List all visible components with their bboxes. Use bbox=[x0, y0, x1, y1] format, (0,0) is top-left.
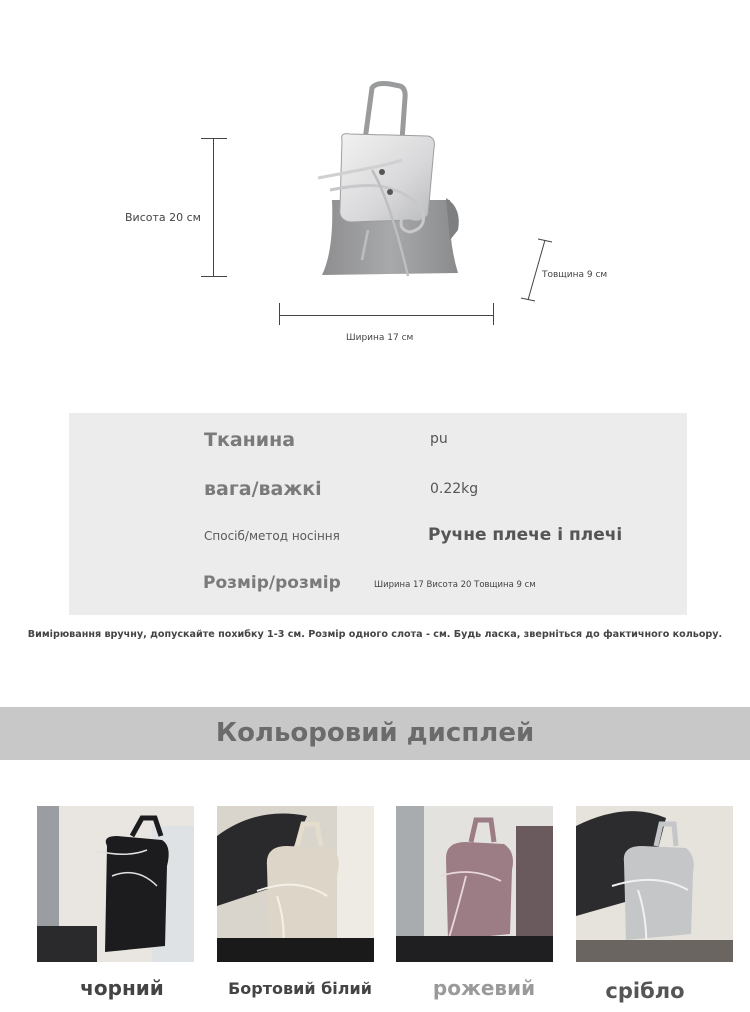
black-backpack-photo bbox=[37, 806, 194, 962]
spec-table bbox=[69, 413, 687, 615]
measurement-note: Вимірювання вручну, допускайте похибку 1-3 см. Розмір одного слота - см. Будь ласка, зверніться до фактичного кольору. bbox=[27, 629, 723, 640]
spec-key-weight: вага/важкі bbox=[204, 478, 322, 500]
spec-key-size: Розмір/розмір bbox=[203, 573, 341, 593]
color-thumb-black[interactable] bbox=[37, 806, 194, 962]
backpack-illustration bbox=[310, 80, 475, 280]
color-caption-black: чорний bbox=[80, 976, 164, 1000]
width-measure-cap-right bbox=[493, 303, 494, 325]
height-measure-cap-bottom bbox=[201, 276, 227, 277]
width-measure-line bbox=[279, 315, 494, 316]
spec-value-size: Ширина 17 Висота 20 Товщина 9 см bbox=[374, 580, 536, 590]
spec-key-fabric: Тканина bbox=[204, 429, 296, 451]
spec-value-carry-method: Ручне плече і плечі bbox=[428, 525, 623, 545]
spec-value-fabric: pu bbox=[430, 431, 448, 447]
color-thumb-white[interactable] bbox=[217, 806, 374, 962]
spec-value-weight: 0.22kg bbox=[430, 481, 479, 497]
spec-key-carry-method: Спосіб/метод носіння bbox=[204, 529, 340, 543]
width-measure-cap-left bbox=[279, 303, 280, 325]
color-caption-white: Бортовий білий bbox=[228, 979, 372, 998]
height-label: Висота 20 см bbox=[125, 211, 201, 224]
color-thumb-pink[interactable] bbox=[396, 806, 553, 962]
color-thumb-silver[interactable] bbox=[576, 806, 733, 962]
pink-backpack-photo bbox=[396, 806, 553, 962]
color-caption-pink: рожевий bbox=[432, 976, 536, 1000]
width-label: Ширина 17 см bbox=[346, 333, 414, 343]
silver-backpack-photo bbox=[576, 806, 733, 962]
color-display-banner: Кольоровий дисплей bbox=[0, 707, 750, 760]
height-measure-cap-top bbox=[201, 138, 227, 139]
height-measure-line bbox=[213, 138, 214, 277]
white-backpack-photo bbox=[217, 806, 374, 962]
depth-label: Товщина 9 см bbox=[542, 270, 608, 280]
color-caption-silver: срібло bbox=[605, 979, 685, 1003]
